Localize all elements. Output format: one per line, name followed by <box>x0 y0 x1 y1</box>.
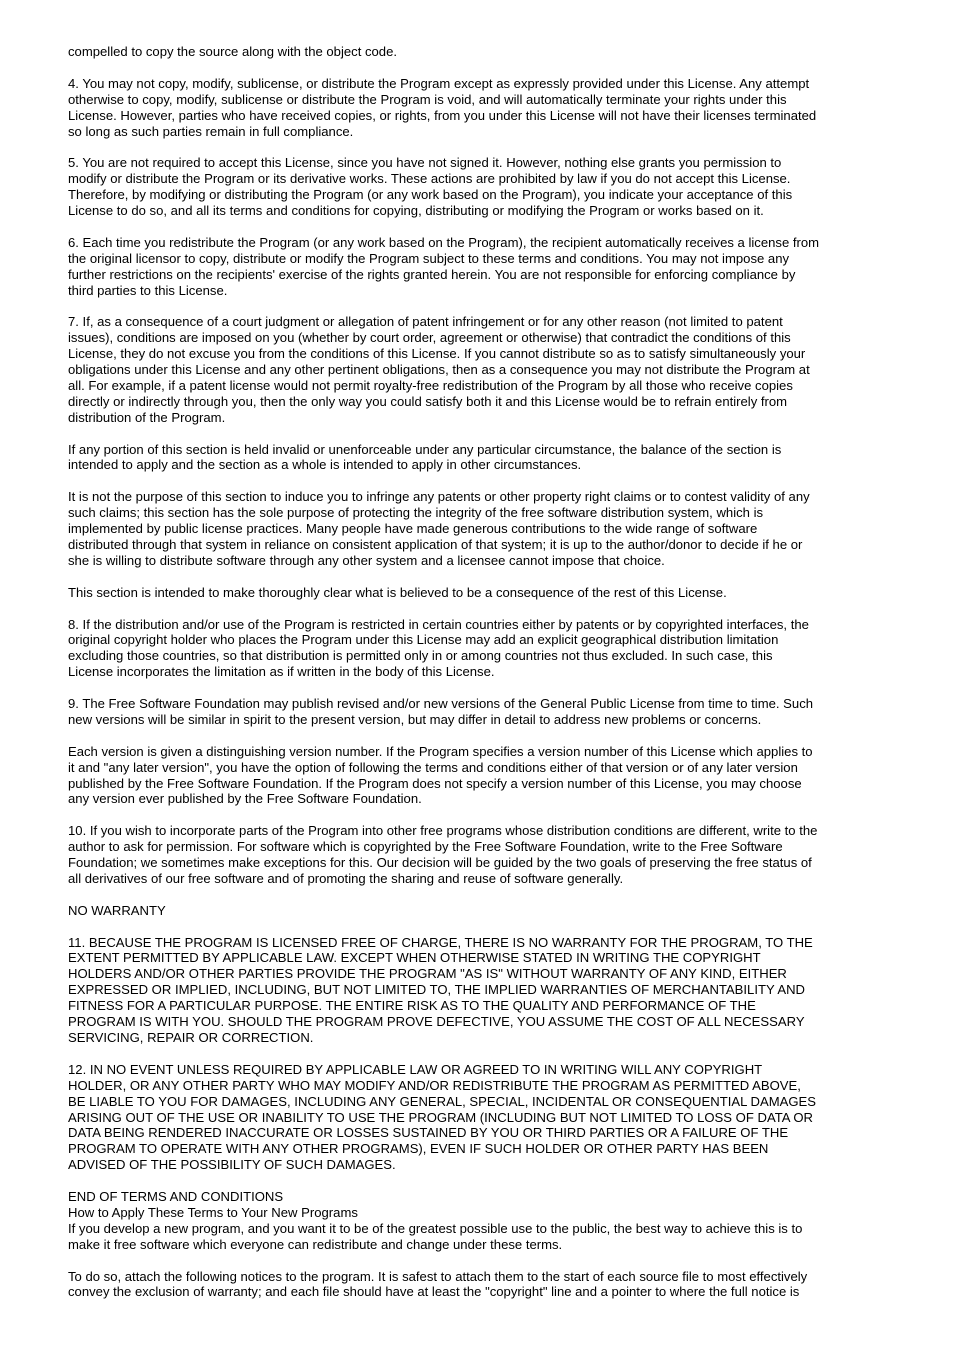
paragraph-section-5: 5. You are not required to accept this License, since you have not signed it. However, nothing else grants you permission to modify or distribute the Program or its derivative works. These actions are prohibited by law if you do not accept this License. Therefore, by modifying or distributing the Program (or any work based on the Program), you indicate your acceptance of this License to do so, and all its terms and conditions for copying, distributing or modifying the Program or works based on it. <box>68 155 793 219</box>
paragraph-section-8: 8. If the distribution and/or use of the Program is restricted in certain countries either by patents or by copyrighted interfaces, the original copyright holder who places the Program under this License may add an explicit geographical distribution limitation excluding those countries, so that distribution is permitted only in or among countries not thus excluded. In such case, this License incorporates the limitation as if written in the body of this License. <box>68 616 809 680</box>
document-page <box>68 44 888 1300</box>
heading-no-warranty: NO WARRANTY <box>68 902 166 918</box>
paragraph-how-to-apply-notices: To do so, attach the following notices to the program. It is safest to attach them to the start of each source file to most effectively convey the exclusion of warranty; and each file should have at least the "copyright" line and a pointer to where the full notice is <box>68 1268 808 1300</box>
paragraph-how-to-apply-intro: If you develop a new program, and you want it to be of the greatest possible use to the public, the best way to achieve this is to make it free software which everyone can redistribute and change under these terms. <box>68 1220 803 1252</box>
heading-how-to-apply: How to Apply These Terms to Your New Programs <box>68 1204 358 1220</box>
paragraph-section-7-invalid-portion: If any portion of this section is held invalid or unenforceable under any particular circumstance, the balance of the section is intended to apply and the section as a whole is intended to apply in other circumstances. <box>68 441 782 473</box>
paragraph-continuation: compelled to copy the source along with the object code. <box>68 44 397 59</box>
paragraph-section-12: 12. IN NO EVENT UNLESS REQUIRED BY APPLICABLE LAW OR AGREED TO IN WRITING WILL ANY COPYRIGHT HOLDER, OR ANY OTHER PARTY WHO MAY MODIFY AND/OR REDISTRIBUTE THE PROGRAM AS PERMITTED ABOVE, BE LIABLE TO YOU FOR DAMAGES, INCLUDING ANY GENERAL, SPECIAL, INCIDENTAL OR CONSEQUENTIAL DAMAGES ARISING OUT OF THE USE OR INABILITY TO USE THE PROGRAM (INCLUDING BUT NOT LIMITED TO LOSS OF DATA OR DATA BEING RENDERED INACCURATE OR LOSSES SUSTAINED BY YOU OR THIRD PARTIES OR A FAILURE OF THE PROGRAM TO OPERATE WITH ANY OTHER PROGRAMS), EVEN IF SUCH HOLDER OR OTHER PARTY HAS BEEN ADVISED OF THE POSSIBILITY OF SUCH DAMAGES. <box>68 1061 816 1173</box>
paragraph-section-10: 10. If you wish to incorporate parts of the Program into other free programs whose distribution conditions are different, write to the author to ask for permission. For software which is copyrighted by the Free Software Foundation, write to the Free Software Foundation; we sometimes make exceptions for this. Our decision will be guided by the two goals of preserving the free status of all derivatives of our free software and of promoting the sharing and reuse of software generally. <box>68 823 818 886</box>
paragraph-section-7-clarification: This section is intended to make thoroughly clear what is believed to be a consequence of the rest of this License. <box>68 584 727 600</box>
paragraph-section-6: 6. Each time you redistribute the Program (or any work based on the Program), the recipient automatically receives a license from the original licensor to copy, distribute or modify the Program subject to these terms and conditions. You may not impose any further restrictions on the recipients' exercise of the rights granted herein. You are not responsible for enforcing compliance by third parties to this License. <box>68 234 820 298</box>
paragraph-section-7: 7. If, as a consequence of a court judgment or allegation of patent infringement or for any other reason (not limited to patent issues), conditions are imposed on you (whether by court order, agreement or otherwise) that contradict the conditions of this License, they do not excuse you from the conditions of this License. If you cannot distribute so as to satisfy simultaneously your obligations under this License and any other pertinent obligations, then as a consequence you may not distribute the Program at all. For example, if a patent license would not permit royalty-free redistribution of the Program by all those who receive copies directly or indirectly through you, then the only way you could satisfy both it and this License would be to refrain entirely from distribution of the Program. <box>68 314 810 425</box>
paragraph-section-9-version-number: Each version is given a distinguishing version number. If the Program specifies a version number of this License which applies to it and "any later version", you have the option of following the terms and conditions either of that version or of any later version published by the Free Software Foundation. If the Program does not specify a version number of this License, you may choose any version ever published by the Free Software Foundation. <box>68 743 813 807</box>
paragraph-section-11: 11. BECAUSE THE PROGRAM IS LICENSED FREE OF CHARGE, THERE IS NO WARRANTY FOR THE PROGRAM, TO THE EXTENT PERMITTED BY APPLICABLE LAW. EXCEPT WHEN OTHERWISE STATED IN WRITING THE COPYRIGHT HOLDERS AND/OR OTHER PARTIES PROVIDE THE PROGRAM "AS IS" WITHOUT WARRANTY OF ANY KIND, EITHER EXPRESSED OR IMPLIED, INCLUDING, BUT NOT LIMITED TO, THE IMPLIED WARRANTIES OF MERCHANTABILITY AND FITNESS FOR A PARTICULAR PURPOSE. THE ENTIRE RISK AS TO THE QUALITY AND PERFORMANCE OF THE PROGRAM IS WITH YOU. SHOULD THE PROGRAM PROVE DEFECTIVE, YOU ASSUME THE COST OF ALL NECESSARY SERVICING, REPAIR OR CORRECTION. <box>68 934 813 1045</box>
paragraph-section-4: 4. You may not copy, modify, sublicense, or distribute the Program except as expressly provided under this License. Any attempt otherwise to copy, modify, sublicense or distribute the Program is void, and will automatically terminate your rights under this License. However, parties who have received copies, or rights, from you under this License will not have their licenses terminated so long as such parties remain in full compliance. <box>68 75 817 139</box>
paragraph-section-7-purpose: It is not the purpose of this section to induce you to infringe any patents or other property right claims or to contest validity of any such claims; this section has the sole purpose of protecting the integrity of the free software distribution system, which is implemented by public license practices. Many people have made generous contributions to the wide range of software distributed through that system in reliance on consistent application of that system; it is up to the author/donor to decide if he or she is willing to distribute software through any other system and a licensee cannot impose that choice. <box>68 489 810 568</box>
paragraph-section-9: 9. The Free Software Foundation may publish revised and/or new versions of the General Public License from time to time. Such new versions will be similar in spirit to the present version, but may differ in detail to address new problems or concerns. <box>68 696 814 727</box>
heading-end-of-terms: END OF TERMS AND CONDITIONS <box>68 1189 284 1205</box>
